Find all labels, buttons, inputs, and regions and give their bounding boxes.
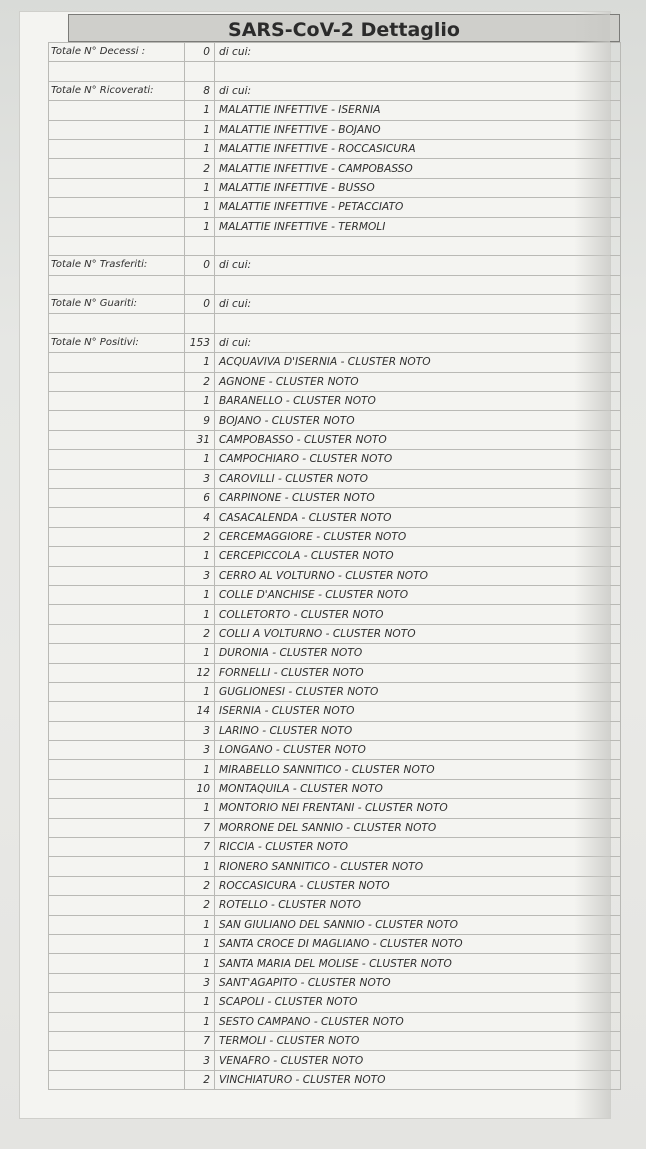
- section-header-row: [49, 43, 621, 62]
- table-row: [49, 741, 621, 760]
- section-label: Totale N° Trasferiti:: [49, 256, 185, 275]
- empty-cell: [49, 934, 185, 953]
- row-count: 1: [185, 760, 215, 779]
- empty-cell: [49, 488, 185, 507]
- row-count: 1: [185, 178, 215, 197]
- row-description: ISERNIA - CLUSTER NOTO: [215, 702, 621, 721]
- empty-cell: [215, 236, 621, 255]
- table-row: [49, 1012, 621, 1031]
- table-row: [49, 915, 621, 934]
- empty-cell: [49, 353, 185, 372]
- table-row: [49, 178, 621, 197]
- row-count: 7: [185, 838, 215, 857]
- row-count: 6: [185, 488, 215, 507]
- row-count: 3: [185, 721, 215, 740]
- row-count: 10: [185, 779, 215, 798]
- empty-cell: [215, 314, 621, 333]
- row-description: MALATTIE INFETTIVE - ROCCASICURA: [215, 139, 621, 158]
- row-count: 1: [185, 1012, 215, 1031]
- table-row: [49, 702, 621, 721]
- table-row: [49, 934, 621, 953]
- row-description: SESTO CAMPANO - CLUSTER NOTO: [215, 1012, 621, 1031]
- spacer-row: [49, 275, 621, 294]
- row-description: DURONIA - CLUSTER NOTO: [215, 644, 621, 663]
- row-count: 7: [185, 818, 215, 837]
- empty-cell: [49, 915, 185, 934]
- table-row: [49, 973, 621, 992]
- spacer-row: [49, 62, 621, 81]
- empty-cell: [49, 605, 185, 624]
- empty-cell: [49, 1051, 185, 1070]
- empty-cell: [49, 392, 185, 411]
- table-row: [49, 547, 621, 566]
- row-count: 1: [185, 605, 215, 624]
- section-dicui: di cui:: [215, 256, 621, 275]
- row-description: MALATTIE INFETTIVE - ISERNIA: [215, 101, 621, 120]
- row-description: LONGANO - CLUSTER NOTO: [215, 741, 621, 760]
- empty-cell: [49, 236, 185, 255]
- table-row: [49, 779, 621, 798]
- row-count: 2: [185, 896, 215, 915]
- table-row: [49, 353, 621, 372]
- row-count: 12: [185, 663, 215, 682]
- empty-cell: [49, 120, 185, 139]
- detail-table: [48, 42, 621, 1090]
- row-count: 2: [185, 876, 215, 895]
- row-description: SANTA MARIA DEL MOLISE - CLUSTER NOTO: [215, 954, 621, 973]
- row-count: 1: [185, 954, 215, 973]
- row-description: BOJANO - CLUSTER NOTO: [215, 411, 621, 430]
- table-row: [49, 159, 621, 178]
- row-count: 1: [185, 585, 215, 604]
- table-row: [49, 896, 621, 915]
- row-description: SANT'AGAPITO - CLUSTER NOTO: [215, 973, 621, 992]
- row-count: 3: [185, 1051, 215, 1070]
- row-description: MALATTIE INFETTIVE - BOJANO: [215, 120, 621, 139]
- row-description: CAROVILLI - CLUSTER NOTO: [215, 469, 621, 488]
- section-total: 0: [185, 295, 215, 314]
- section-header-row: [49, 333, 621, 352]
- row-count: 9: [185, 411, 215, 430]
- row-description: COLLI A VOLTURNO - CLUSTER NOTO: [215, 624, 621, 643]
- section-header-row: [49, 295, 621, 314]
- empty-cell: [49, 566, 185, 585]
- row-description: ROTELLO - CLUSTER NOTO: [215, 896, 621, 915]
- row-count: 3: [185, 973, 215, 992]
- empty-cell: [49, 896, 185, 915]
- empty-cell: [49, 624, 185, 643]
- empty-cell: [49, 314, 185, 333]
- empty-cell: [49, 411, 185, 430]
- row-description: VENAFRO - CLUSTER NOTO: [215, 1051, 621, 1070]
- row-description: ACQUAVIVA D'ISERNIA - CLUSTER NOTO: [215, 353, 621, 372]
- row-description: MALATTIE INFETTIVE - CAMPOBASSO: [215, 159, 621, 178]
- page-shadow: [574, 12, 610, 1118]
- row-count: 2: [185, 624, 215, 643]
- row-description: CARPINONE - CLUSTER NOTO: [215, 488, 621, 507]
- row-count: 3: [185, 566, 215, 585]
- row-count: 3: [185, 469, 215, 488]
- row-description: COLLETORTO - CLUSTER NOTO: [215, 605, 621, 624]
- table-row: [49, 624, 621, 643]
- section-total: 0: [185, 43, 215, 62]
- empty-cell: [49, 721, 185, 740]
- table-row: [49, 993, 621, 1012]
- row-description: MORRONE DEL SANNIO - CLUSTER NOTO: [215, 818, 621, 837]
- table-row: [49, 508, 621, 527]
- row-count: 1: [185, 799, 215, 818]
- row-count: 2: [185, 159, 215, 178]
- row-count: 1: [185, 993, 215, 1012]
- empty-cell: [49, 547, 185, 566]
- row-count: 3: [185, 741, 215, 760]
- empty-cell: [49, 508, 185, 527]
- table-row: [49, 217, 621, 236]
- row-count: 14: [185, 702, 215, 721]
- row-description: FORNELLI - CLUSTER NOTO: [215, 663, 621, 682]
- section-dicui: di cui:: [215, 81, 621, 100]
- section-total: 153: [185, 333, 215, 352]
- table-row: [49, 101, 621, 120]
- table-row: [49, 1031, 621, 1050]
- table-row: [49, 198, 621, 217]
- table-row: [49, 120, 621, 139]
- empty-cell: [49, 217, 185, 236]
- table-row: [49, 1051, 621, 1070]
- row-count: 1: [185, 857, 215, 876]
- row-count: 1: [185, 120, 215, 139]
- row-count: 1: [185, 547, 215, 566]
- row-description: COLLE D'ANCHISE - CLUSTER NOTO: [215, 585, 621, 604]
- table-row: [49, 469, 621, 488]
- page-title: SARS-CoV-2 Dettaglio: [68, 14, 620, 42]
- empty-cell: [185, 236, 215, 255]
- row-description: BARANELLO - CLUSTER NOTO: [215, 392, 621, 411]
- row-count: 1: [185, 139, 215, 158]
- empty-cell: [185, 314, 215, 333]
- empty-cell: [49, 527, 185, 546]
- table-row: [49, 818, 621, 837]
- empty-cell: [185, 62, 215, 81]
- table-row: [49, 876, 621, 895]
- row-count: 2: [185, 1070, 215, 1089]
- empty-cell: [49, 973, 185, 992]
- row-description: AGNONE - CLUSTER NOTO: [215, 372, 621, 391]
- table-row: [49, 372, 621, 391]
- section-dicui: di cui:: [215, 333, 621, 352]
- row-description: RICCIA - CLUSTER NOTO: [215, 838, 621, 857]
- table-row: [49, 838, 621, 857]
- empty-cell: [49, 430, 185, 449]
- row-description: TERMOLI - CLUSTER NOTO: [215, 1031, 621, 1050]
- section-label: Totale N° Guariti:: [49, 295, 185, 314]
- empty-cell: [49, 779, 185, 798]
- row-description: MONTORIO NEI FRENTANI - CLUSTER NOTO: [215, 799, 621, 818]
- row-count: 7: [185, 1031, 215, 1050]
- row-description: MALATTIE INFETTIVE - BUSSO: [215, 178, 621, 197]
- detail-table-body: [49, 43, 621, 1090]
- empty-cell: [49, 1012, 185, 1031]
- empty-cell: [49, 198, 185, 217]
- section-label: Totale N° Ricoverati:: [49, 81, 185, 100]
- section-total: 8: [185, 81, 215, 100]
- row-description: SANTA CROCE DI MAGLIANO - CLUSTER NOTO: [215, 934, 621, 953]
- table-row: [49, 139, 621, 158]
- table-row: [49, 799, 621, 818]
- spacer-row: [49, 236, 621, 255]
- row-count: 1: [185, 353, 215, 372]
- empty-cell: [49, 644, 185, 663]
- empty-cell: [49, 178, 185, 197]
- empty-cell: [49, 760, 185, 779]
- section-total: 0: [185, 256, 215, 275]
- empty-cell: [49, 818, 185, 837]
- table-row: [49, 721, 621, 740]
- empty-cell: [215, 62, 621, 81]
- empty-cell: [49, 838, 185, 857]
- row-count: 2: [185, 527, 215, 546]
- empty-cell: [49, 469, 185, 488]
- row-count: 1: [185, 644, 215, 663]
- row-count: 2: [185, 372, 215, 391]
- row-description: SCAPOLI - CLUSTER NOTO: [215, 993, 621, 1012]
- table-row: [49, 450, 621, 469]
- table-row: [49, 857, 621, 876]
- row-count: 1: [185, 934, 215, 953]
- row-description: CAMPOBASSO - CLUSTER NOTO: [215, 430, 621, 449]
- empty-cell: [49, 1031, 185, 1050]
- row-description: CERCEPICCOLA - CLUSTER NOTO: [215, 547, 621, 566]
- row-description: MONTAQUILA - CLUSTER NOTO: [215, 779, 621, 798]
- empty-cell: [49, 62, 185, 81]
- row-count: 1: [185, 915, 215, 934]
- empty-cell: [49, 585, 185, 604]
- spacer-row: [49, 314, 621, 333]
- row-count: 1: [185, 101, 215, 120]
- table-row: [49, 411, 621, 430]
- row-description: CAMPOCHIARO - CLUSTER NOTO: [215, 450, 621, 469]
- empty-cell: [49, 857, 185, 876]
- row-count: 1: [185, 682, 215, 701]
- table-row: [49, 430, 621, 449]
- empty-cell: [49, 159, 185, 178]
- row-count: 1: [185, 198, 215, 217]
- table-row: [49, 605, 621, 624]
- section-dicui: di cui:: [215, 295, 621, 314]
- section-label: Totale N° Positivi:: [49, 333, 185, 352]
- empty-cell: [49, 876, 185, 895]
- empty-cell: [49, 954, 185, 973]
- table-row: [49, 488, 621, 507]
- row-description: MALATTIE INFETTIVE - TERMOLI: [215, 217, 621, 236]
- empty-cell: [49, 139, 185, 158]
- section-header-row: [49, 256, 621, 275]
- table-row: [49, 585, 621, 604]
- empty-cell: [49, 799, 185, 818]
- empty-cell: [49, 702, 185, 721]
- row-description: MIRABELLO SANNITICO - CLUSTER NOTO: [215, 760, 621, 779]
- document-sheet: [20, 12, 610, 1118]
- empty-cell: [49, 275, 185, 294]
- row-description: SAN GIULIANO DEL SANNIO - CLUSTER NOTO: [215, 915, 621, 934]
- table-row: [49, 527, 621, 546]
- row-description: CERRO AL VOLTURNO - CLUSTER NOTO: [215, 566, 621, 585]
- row-description: GUGLIONESI - CLUSTER NOTO: [215, 682, 621, 701]
- table-row: [49, 644, 621, 663]
- table-row: [49, 566, 621, 585]
- section-label: Totale N° Decessi :: [49, 43, 185, 62]
- row-description: RIONERO SANNITICO - CLUSTER NOTO: [215, 857, 621, 876]
- empty-cell: [185, 275, 215, 294]
- empty-cell: [49, 682, 185, 701]
- row-description: CASACALENDA - CLUSTER NOTO: [215, 508, 621, 527]
- row-description: LARINO - CLUSTER NOTO: [215, 721, 621, 740]
- section-dicui: di cui:: [215, 43, 621, 62]
- table-row: [49, 760, 621, 779]
- table-row: [49, 663, 621, 682]
- table-row: [49, 954, 621, 973]
- row-count: 31: [185, 430, 215, 449]
- row-description: CERCEMAGGIORE - CLUSTER NOTO: [215, 527, 621, 546]
- table-row: [49, 392, 621, 411]
- row-description: VINCHIATURO - CLUSTER NOTO: [215, 1070, 621, 1089]
- empty-cell: [49, 101, 185, 120]
- row-count: 1: [185, 392, 215, 411]
- table-row: [49, 682, 621, 701]
- empty-cell: [49, 1070, 185, 1089]
- section-header-row: [49, 81, 621, 100]
- row-description: MALATTIE INFETTIVE - PETACCIATO: [215, 198, 621, 217]
- row-description: ROCCASICURA - CLUSTER NOTO: [215, 876, 621, 895]
- empty-cell: [49, 741, 185, 760]
- empty-cell: [215, 275, 621, 294]
- row-count: 1: [185, 450, 215, 469]
- empty-cell: [49, 993, 185, 1012]
- empty-cell: [49, 663, 185, 682]
- row-count: 4: [185, 508, 215, 527]
- empty-cell: [49, 450, 185, 469]
- row-count: 1: [185, 217, 215, 236]
- table-row: [49, 1070, 621, 1089]
- empty-cell: [49, 372, 185, 391]
